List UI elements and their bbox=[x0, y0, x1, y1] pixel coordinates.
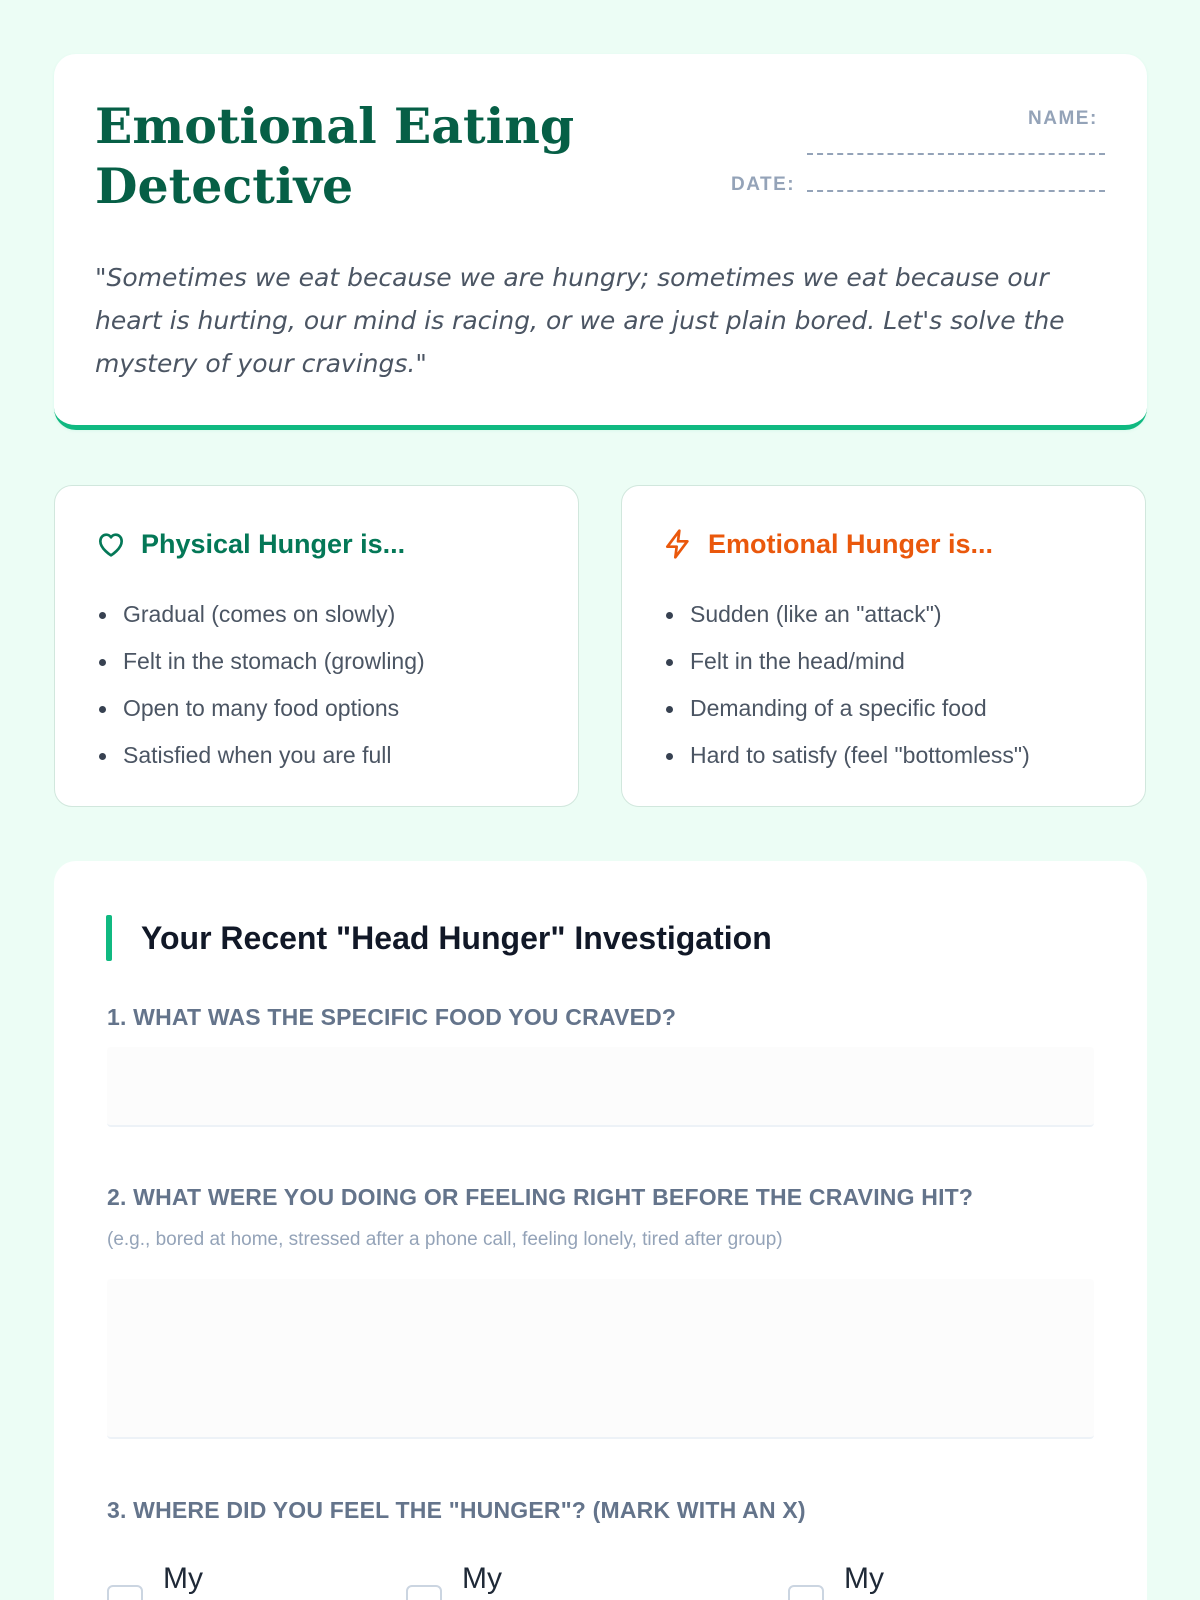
list-item: Felt in the head/mind bbox=[662, 638, 1030, 685]
list-item: Demanding of a specific food bbox=[662, 685, 1030, 732]
physical-hunger-card bbox=[54, 485, 579, 807]
physical-hunger-heading bbox=[95, 528, 405, 560]
option-label: My bbox=[163, 1562, 203, 1595]
checkbox[interactable] bbox=[107, 1585, 143, 1600]
emotional-hunger-title: Emotional Hunger is... bbox=[708, 528, 994, 559]
list-item: Gradual (comes on slowly) bbox=[95, 591, 425, 638]
investigation-card bbox=[54, 861, 1147, 1600]
question-1-answer-field[interactable] bbox=[107, 1047, 1094, 1127]
list-item: Felt in the stomach (growling) bbox=[95, 638, 425, 685]
heart-icon bbox=[95, 528, 127, 560]
list-item: Sudden (like an "attack") bbox=[662, 591, 1030, 638]
question-1-label: 1. WHAT WAS THE SPECIFIC FOOD YOU CRAVED? bbox=[107, 1004, 677, 1030]
hunger-location-option[interactable] bbox=[788, 1561, 884, 1600]
date-field[interactable] bbox=[807, 190, 1105, 192]
option-label: My bbox=[844, 1562, 884, 1595]
emotional-hunger-list bbox=[662, 591, 1030, 779]
physical-hunger-list bbox=[95, 591, 425, 779]
checkbox[interactable] bbox=[406, 1585, 442, 1600]
intro-quote: "Sometimes we eat because we are hungry; sometimes we eat because our heart is hurting, our mind is racing, or we are just plain bored. Let's solve the mystery of your cravings." bbox=[95, 263, 1065, 378]
option-label: My bbox=[462, 1562, 502, 1595]
question-2-hint: (e.g., bored at home, stressed after a phone call, feeling lonely, tired after group) bbox=[107, 1229, 783, 1250]
name-label: NAME: bbox=[1028, 108, 1098, 129]
checkbox[interactable] bbox=[788, 1585, 824, 1600]
emotional-hunger-card bbox=[621, 485, 1146, 807]
page-title: Emotional Eating Detective bbox=[95, 97, 575, 215]
list-item: Open to many food options bbox=[95, 685, 425, 732]
emotional-hunger-heading bbox=[662, 528, 993, 560]
list-item: Hard to satisfy (feel "bottomless") bbox=[662, 732, 1030, 779]
hunger-location-option[interactable] bbox=[107, 1561, 203, 1600]
hunger-location-option[interactable] bbox=[406, 1561, 502, 1600]
section-accent-bar bbox=[106, 915, 112, 961]
date-label: DATE: bbox=[731, 174, 796, 195]
section-title: Your Recent "Head Hunger" Investigation bbox=[141, 920, 772, 956]
name-field[interactable] bbox=[807, 153, 1105, 155]
lightning-icon bbox=[662, 528, 694, 560]
list-item: Satisfied when you are full bbox=[95, 732, 425, 779]
question-2-answer-field[interactable] bbox=[107, 1279, 1094, 1439]
physical-hunger-title: Physical Hunger is... bbox=[141, 528, 406, 559]
question-2-label: 2. WHAT WERE YOU DOING OR FEELING RIGHT BEFORE THE CRAVING HIT? bbox=[107, 1184, 974, 1210]
question-3-label: 3. WHERE DID YOU FEEL THE "HUNGER"? (MARK WITH AN X) bbox=[107, 1497, 806, 1523]
header-card bbox=[54, 54, 1147, 430]
